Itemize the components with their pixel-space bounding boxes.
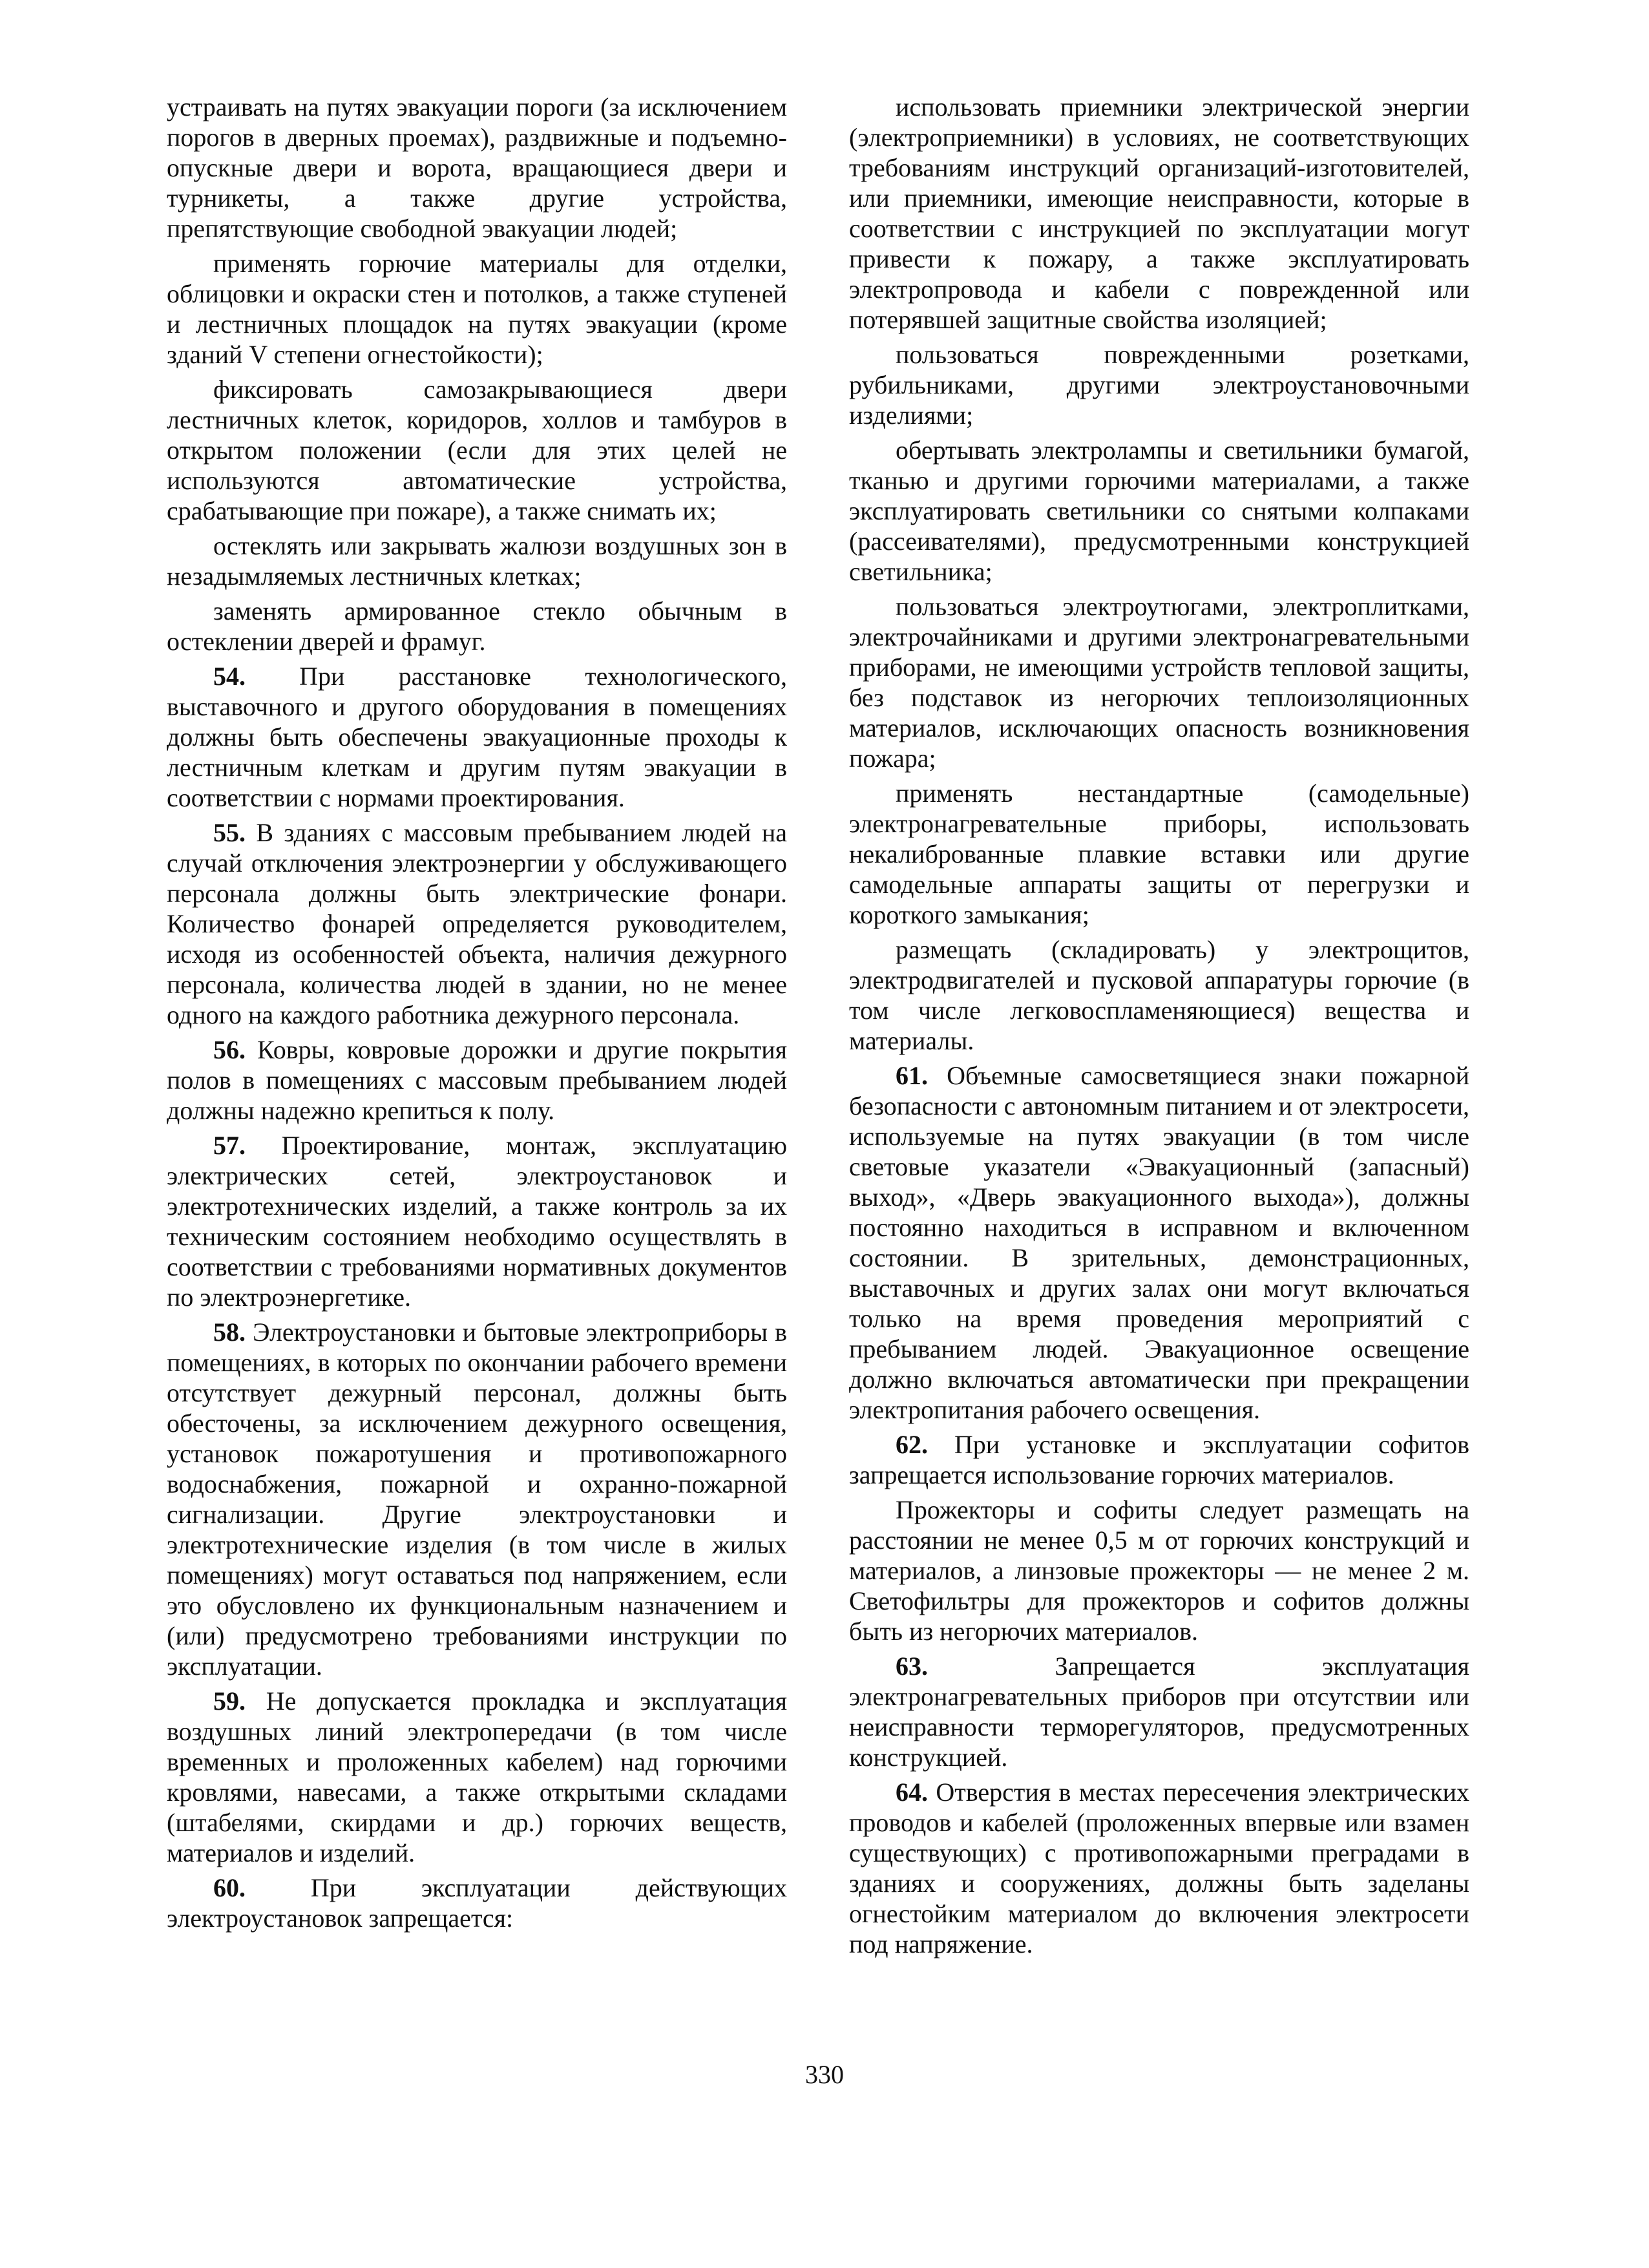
paragraph-text: фиксировать самозакрывающиеся двери лестничных клеток, коридоров, холлов и тамбуров в открытом положении (если для этих целей не используются автоматические устройства, срабатывающие при пожаре), а также снимать их; (167, 375, 787, 525)
paragraph-text: размещать (складировать) у электрощитов, электродвигателей и пусковой аппаратуры горючие (в том числе легковоспламеняющиеся) вещества и материалы. (849, 935, 1469, 1055)
paragraph-text: Проектирование, монтаж, эксплуатацию электрических сетей, электроустановок и электротехнических изделий, а также контроль за их техническим состоянием необходимо осуществлять в соответствии с требованиями нормативных документов по электроэнергетике. (167, 1131, 787, 1312)
clause-number: 64. (896, 1778, 928, 1807)
paragraph (849, 1777, 1469, 1959)
paragraph-text: остеклять или закрывать жалюзи воздушных зон в незадымляемых лестничных клетках; (167, 531, 787, 591)
paragraph (849, 1060, 1469, 1425)
paragraph (167, 817, 787, 1030)
paragraph-text: Не допускается прокладка и эксплуатация воздушных линий электропередачи (в том числе временных и проложенных кабелем) над горючими кровлями, навесами, а также открытыми складами (штабелями, скирдами и др.) горючих веществ, материалов и изделий. (167, 1686, 787, 1867)
clause-number: 62. (896, 1430, 928, 1459)
paragraph (167, 248, 787, 370)
paragraph (849, 1429, 1469, 1490)
left-column (167, 92, 787, 1938)
paragraph (167, 596, 787, 656)
paragraph (167, 1317, 787, 1681)
paragraph (849, 435, 1469, 587)
paragraph-text: пользоваться поврежденными розетками, рубильниками, другими электроустановочными изделиями; (849, 340, 1469, 430)
clause-number: 61. (896, 1061, 928, 1090)
paragraph-text: применять горючие материалы для отделки, облицовки и окраски стен и потолков, а также ступеней и лестничных площадок на путях эвакуации (кроме зданий V степени огнестойкости); (167, 249, 787, 369)
clause-number: 59. (213, 1686, 246, 1716)
paragraph-text: обертывать электролампы и светильники бумагой, тканью и другими горючими материалами, а также эксплуатировать светильники со снятыми колпаками (рассеивателями), предусмотренными конструкцией светильника; (849, 436, 1469, 586)
paragraph-text: При расстановке технологического, выставочного и другого оборудования в помещениях должны быть обеспечены эвакуационные проходы к лестничным клеткам и другим путям эвакуации в соответствии с нормами проектирования. (167, 662, 787, 812)
clause-number: 56. (213, 1035, 246, 1064)
paragraph-text: При установке и эксплуатации софитов запрещается использование горючих материалов. (849, 1430, 1469, 1489)
paragraph (167, 1873, 787, 1933)
paragraph (167, 92, 787, 244)
paragraph (849, 1651, 1469, 1772)
paragraph (167, 1034, 787, 1126)
paragraph-text: Отверстия в местах пересечения электрических проводов и кабелей (проложенных впервые или взамен существующих) с противопожарными преградами в зданиях и сооружениях, должны быть заделаны огнестойким материалом до включения электросети под напряжение. (849, 1778, 1469, 1958)
paragraph-text: Прожекторы и софиты следует размещать на расстоянии не менее 0,5 м от горючих конструкций и материалов, а линзовые прожекторы — не менее 2 м. Светофильтры для прожекторов и софитов должны быть из негорючих материалов. (849, 1495, 1469, 1646)
paragraph-text: применять нестандартные (самодельные) электронагревательные приборы, использовать некалиброванные плавкие вставки или другие самодельные аппараты защиты от перегрузки и короткого замыкания; (849, 779, 1469, 929)
page-number: 330 (805, 2060, 844, 2089)
paragraph-text: При эксплуатации действующих электроустановок запрещается: (167, 1873, 787, 1933)
clause-number: 63. (896, 1652, 928, 1681)
paragraph-text: В зданиях с массовым пребыванием людей на случай отключения электроэнергии у обслуживающего персонала должны быть электрические фонари. Количество фонарей определяется руководителем, исходя из особенностей объекта, наличия дежурного персонала, количества людей в здании, но не менее одного на каждого работника дежурного персонала. (167, 818, 787, 1029)
paragraph (167, 1686, 787, 1868)
clause-number: 55. (213, 818, 246, 847)
right-column (849, 92, 1469, 1964)
paragraph-text: устраивать на путях эвакуации пороги (за исключением порогов в дверных проемах), раздвижные и подъемно-опускные двери и ворота, вращающиеся двери и турникеты, а также другие устройства, препятствующие свободной эвакуации людей; (167, 92, 787, 243)
paragraph (167, 1130, 787, 1312)
clause-number: 54. (213, 662, 246, 691)
paragraph (167, 374, 787, 526)
paragraph-text: Ковры, ковровые дорожки и другие покрытия полов в помещениях с массовым пребыванием людей должны надежно крепиться к полу. (167, 1035, 787, 1125)
paragraph-text: пользоваться электроутюгами, электроплитками, электрочайниками и другими электронагревательными приборами, не имеющими устройств тепловой защиты, без подставок из негорючих теплоизоляционных материалов, исключающих опасность возникновения пожара; (849, 592, 1469, 773)
paragraph (167, 530, 787, 591)
paragraph-text: заменять армированное стекло обычным в остеклении дверей и фрамуг. (167, 596, 787, 656)
paragraph (849, 778, 1469, 930)
paragraph (849, 591, 1469, 773)
paragraph (849, 934, 1469, 1056)
paragraph-text: использовать приемники электрической энергии (электроприемники) в условиях, не соответствующих требованиям инструкций организаций-изготовителей, или приемники, имеющие неисправности, которые в соответствии с инструкцией по эксплуатации могут привести к пожару, а также эксплуатировать электропровода и кабели с поврежденной или потерявшей защитные свойства изоляцией; (849, 92, 1469, 334)
clause-number: 60. (213, 1873, 246, 1902)
paragraph-text: Объемные самосветящиеся знаки пожарной безопасности с автономным питанием и от электросети, используемые на путях эвакуации (в том числе световые указатели «Эвакуационный (запасный) выход», «Дверь эвакуационного выхода»), должны постоянно находиться в исправном и включенном состоянии. В зрительных, демонстрационных, выставочных и других залах они могут включаться только на время проведения мероприятий с пребыванием людей. Эвакуационное освещение должно включаться автоматически при прекращении электропитания рабочего освещения. (849, 1061, 1469, 1424)
clause-number: 58. (213, 1318, 246, 1347)
clause-number: 57. (213, 1131, 246, 1160)
paragraph (167, 661, 787, 813)
paragraph-text: Запрещается эксплуатация электронагревательных приборов при отсутствии или неисправности терморегуляторов, предусмотренных конструкцией. (849, 1652, 1469, 1772)
paragraph (849, 92, 1469, 335)
paragraph (849, 339, 1469, 430)
paragraph-text: Электроустановки и бытовые электроприборы в помещениях, в которых по окончании рабочего времени отсутствует дежурный персонал, должны быть обесточены, за исключением дежурного освещения, установок пожаротушения и противопожарного водоснабжения, пожарной и охранно-пожарной сигнализации. Другие электроустановки и электротехнические изделия (в том числе в жилых помещениях) могут оставаться под напряжением, если это обусловлено их функциональным назначением и (или) предусмотрено требованиями инструкции по эксплуатации. (167, 1318, 787, 1681)
paragraph (849, 1495, 1469, 1646)
